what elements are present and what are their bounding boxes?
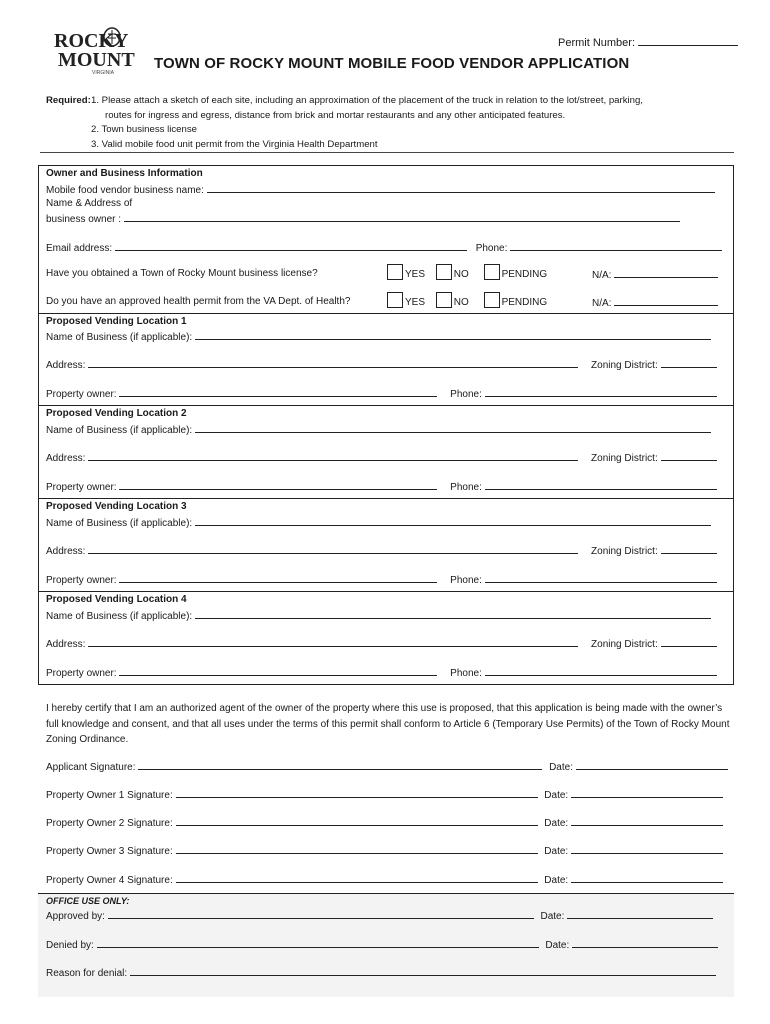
license-options: YES NO PENDING <box>387 264 547 280</box>
reason-input[interactable] <box>130 966 716 976</box>
location-2-owner-row: Property owner: Phone: <box>46 480 717 493</box>
applicant-signature-row: Applicant Signature: Date: <box>46 760 728 773</box>
owner-3-signature-row: Property Owner 3 Signature: Date: <box>46 844 723 857</box>
required-item-1-cont: routes for ingress and egress, distance from brick and mortar restaurants and any other anticipated features. <box>105 109 566 121</box>
svg-text:ROCKY: ROCKY <box>54 30 129 52</box>
owner-3-signature-input[interactable] <box>176 844 538 854</box>
location-4-address-input[interactable] <box>88 637 578 647</box>
location-4-zoning-input[interactable] <box>661 637 717 647</box>
location-4-title: Proposed Vending Location 4 <box>46 594 187 605</box>
owner-section-title: Owner and Business Information <box>46 168 203 179</box>
divider <box>38 405 734 406</box>
location-1-phone-input[interactable] <box>485 387 717 397</box>
location-2-phone-input[interactable] <box>485 480 717 490</box>
location-3-business-row: Name of Business (if applicable): <box>46 516 711 529</box>
health-question: Do you have an approved health permit from the VA Dept. of Health? <box>46 296 351 307</box>
denied-row: Denied by: Date: <box>46 938 718 951</box>
location-3-owner-input[interactable] <box>119 573 437 583</box>
location-1-business-input[interactable] <box>195 330 711 340</box>
divider <box>38 498 734 499</box>
business-name-row: Mobile food vendor business name: <box>46 183 715 196</box>
health-pending-checkbox[interactable] <box>484 292 500 308</box>
page-title: TOWN OF ROCKY MOUNT MOBILE FOOD VENDOR APPLICATION <box>154 55 630 72</box>
owner-3-date-input[interactable] <box>571 844 723 854</box>
location-2-address-row: Address: Zoning District: <box>46 451 717 464</box>
permit-number: Permit Number: <box>558 36 738 49</box>
approved-by-input[interactable] <box>108 909 534 919</box>
license-na: N/A: <box>592 268 718 281</box>
divider <box>40 152 734 153</box>
license-question: Have you obtained a Town of Rocky Mount business license? <box>46 268 318 279</box>
divider <box>38 591 734 592</box>
health-na-input[interactable] <box>614 296 718 306</box>
location-4-business-input[interactable] <box>195 609 711 619</box>
svg-text:MOUNT: MOUNT <box>58 49 135 71</box>
owner-name-label: Name & Address of <box>46 198 133 209</box>
email-row: Email address: Phone: <box>46 241 722 254</box>
required-item-3: 3. Valid mobile food unit permit from the Virginia Health Department <box>91 138 378 150</box>
applicant-signature-input[interactable] <box>138 760 542 770</box>
location-3-address-row: Address: Zoning District: <box>46 544 717 557</box>
location-4-address-row: Address: Zoning District: <box>46 637 717 650</box>
business-name-input[interactable] <box>207 183 715 193</box>
license-pending-checkbox[interactable] <box>484 264 500 280</box>
owner-address-row: business owner : <box>46 212 680 225</box>
location-4-owner-input[interactable] <box>119 666 437 676</box>
owner-address-input[interactable] <box>124 212 680 222</box>
owner-1-signature-input[interactable] <box>176 788 538 798</box>
owner-4-signature-input[interactable] <box>176 873 538 883</box>
owner-2-date-input[interactable] <box>571 816 723 826</box>
approved-row: Approved by: Date: <box>46 909 713 922</box>
location-2-zoning-input[interactable] <box>661 451 717 461</box>
approved-date-input[interactable] <box>567 909 713 919</box>
denied-by-input[interactable] <box>97 938 539 948</box>
location-4-business-row: Name of Business (if applicable): <box>46 609 711 622</box>
license-na-input[interactable] <box>614 268 718 278</box>
permit-number-field[interactable] <box>638 36 738 46</box>
health-no-checkbox[interactable] <box>436 292 452 308</box>
required-item-1: 1. Please attach a sketch of each site, including an approximation of the placement of the truck in relation to the lot/street, parking, <box>91 95 643 106</box>
location-4-phone-input[interactable] <box>485 666 717 676</box>
location-1-owner-input[interactable] <box>119 387 437 397</box>
email-input[interactable] <box>115 241 467 251</box>
owner-1-date-input[interactable] <box>571 788 723 798</box>
owner-4-signature-row: Property Owner 4 Signature: Date: <box>46 873 723 886</box>
license-yes-checkbox[interactable] <box>387 264 403 280</box>
owner-1-signature-row: Property Owner 1 Signature: Date: <box>46 788 723 801</box>
owner-2-signature-row: Property Owner 2 Signature: Date: <box>46 816 723 829</box>
location-1-business-row: Name of Business (if applicable): <box>46 330 711 343</box>
location-2-business-row: Name of Business (if applicable): <box>46 423 711 436</box>
denied-date-input[interactable] <box>572 938 718 948</box>
location-2-address-input[interactable] <box>88 451 578 461</box>
certification-text: I hereby certify that I am an authorized agent of the owner of the property where this use is proposed, that this application is being made with the owner’s full knowledge and consent, and that all uses under the terms of this permit shall conform to Article 6 (Temporary Use Permits) of the Town of Rocky Mount Zoning Ordinance. <box>46 703 730 745</box>
required-item-2: 2. Town business license <box>91 124 197 135</box>
location-3-zoning-input[interactable] <box>661 544 717 554</box>
location-1-owner-row: Property owner: Phone: <box>46 387 717 400</box>
location-1-zoning-input[interactable] <box>661 358 717 368</box>
reason-row: Reason for denial: <box>46 966 716 979</box>
town-logo <box>52 26 135 76</box>
location-3-address-input[interactable] <box>88 544 578 554</box>
divider <box>38 313 734 314</box>
applicant-date-input[interactable] <box>576 760 728 770</box>
office-use-title: OFFICE USE ONLY: <box>46 896 130 906</box>
location-3-title: Proposed Vending Location 3 <box>46 501 187 512</box>
owner-2-signature-input[interactable] <box>176 816 538 826</box>
health-options: YES NO PENDING <box>387 292 547 308</box>
owner-phone-input[interactable] <box>510 241 722 251</box>
location-3-owner-row: Property owner: Phone: <box>46 573 717 586</box>
license-no-checkbox[interactable] <box>436 264 452 280</box>
location-4-owner-row: Property owner: Phone: <box>46 666 717 679</box>
location-2-business-input[interactable] <box>195 423 711 433</box>
location-2-title: Proposed Vending Location 2 <box>46 408 187 419</box>
location-1-address-input[interactable] <box>88 358 578 368</box>
owner-4-date-input[interactable] <box>571 873 723 883</box>
health-yes-checkbox[interactable] <box>387 292 403 308</box>
svg-text:VIRGINIA: VIRGINIA <box>92 70 114 76</box>
location-3-business-input[interactable] <box>195 516 711 526</box>
location-3-phone-input[interactable] <box>485 573 717 583</box>
health-na: N/A: <box>592 296 718 309</box>
location-1-address-row: Address: Zoning District: <box>46 358 717 371</box>
location-2-owner-input[interactable] <box>119 480 437 490</box>
location-1-title: Proposed Vending Location 1 <box>46 316 187 327</box>
